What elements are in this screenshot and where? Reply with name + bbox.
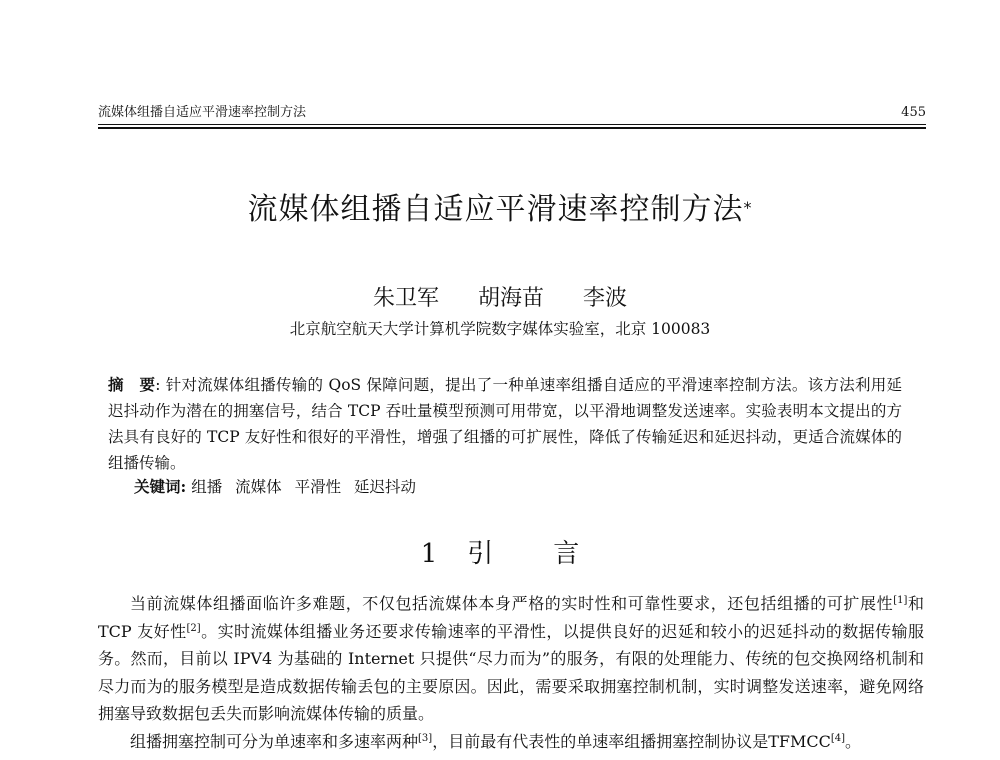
abstract	[108, 372, 902, 476]
paragraph-text: ，目前最有代表性的单速率组播拥塞控制协议是TFMCC	[432, 731, 831, 751]
paper-title-text: 流媒体组播自适应平滑速率控制方法	[247, 192, 744, 227]
citation-ref: [3]	[418, 732, 433, 744]
abstract-label: 摘 要	[108, 375, 156, 394]
keywords-label: 关键词	[134, 477, 181, 496]
keyword: 流媒体	[235, 478, 282, 496]
paragraph-text: 。实时流媒体组播业务还要求传输速率的平滑性，以提供良好的迟延和较小的迟延抖动的数据传输服务。然而，目前以 IPV4 为基础的 Internet 只提供“尽力而为”的服务，有限的处理能力、传统的包交换网络机制和尽力而为的服务模型是造成数据传输丢包的主要原因。因此，需要采取拥塞控制机制，实时调整发送速率，避免网络拥塞导致数据包丢失而影响流媒体传输的质量。	[98, 621, 924, 723]
page-number: 455	[901, 105, 926, 120]
header-rule-thin	[98, 124, 926, 125]
paragraph-text: 和 TCP 友好性	[98, 594, 924, 641]
paper-title	[0, 190, 1000, 230]
citation-ref: [1]	[893, 595, 908, 606]
paragraph-text: 。	[845, 731, 862, 751]
paragraph	[98, 728, 924, 756]
paragraph-text: 组播拥塞控制可分为单速率和多速率两种	[130, 731, 419, 751]
author-name: 胡海苗	[477, 286, 544, 311]
paragraph	[98, 590, 924, 728]
section-heading-part1: 引	[467, 539, 494, 569]
keywords	[134, 474, 894, 500]
keyword: 组播	[191, 478, 223, 496]
author-name: 朱卫军	[372, 286, 439, 311]
citation-ref: [4]	[830, 732, 846, 744]
keyword: 平滑性	[294, 478, 342, 496]
citation-ref: [2]	[186, 622, 201, 634]
abstract-text: : 针对流媒体组播传输的 QoS 保障问题，提出了一种单速率组播自适应的平滑速率控制方法。该方法利用延迟抖动作为潜在的拥塞信号，结合 TCP 吞吐量模型预测可用带宽，以平滑地调整发送速率。实验表明本文提出的方法具有良好的 TCP 友好性和很好的平滑性，增强了组播的可扩展性，降低了传输延迟和延迟抖动，更适合流媒体的组播传输。	[108, 376, 902, 472]
section-number: 1	[420, 539, 438, 569]
running-title: 流媒体组播自适应平滑速率控制方法	[98, 105, 307, 120]
section-heading-part2: 言	[553, 539, 580, 569]
keywords-colon: :	[180, 477, 187, 496]
section-heading	[0, 536, 1000, 572]
author-list	[0, 284, 1000, 314]
paragraph-text: 当前流媒体组播面临许多难题，不仅包括流媒体本身严格的实时性和可靠性要求，还包括组播的可扩展性	[130, 594, 894, 613]
author-name: 李波	[583, 286, 628, 311]
affiliation: 北京航空航天大学计算机学院数字媒体实验室，北京 100083	[289, 320, 711, 338]
header-rule-thick	[98, 127, 926, 129]
body-text	[98, 590, 924, 755]
keyword: 延迟抖动	[354, 478, 417, 496]
title-footnote-mark: *	[743, 198, 753, 217]
